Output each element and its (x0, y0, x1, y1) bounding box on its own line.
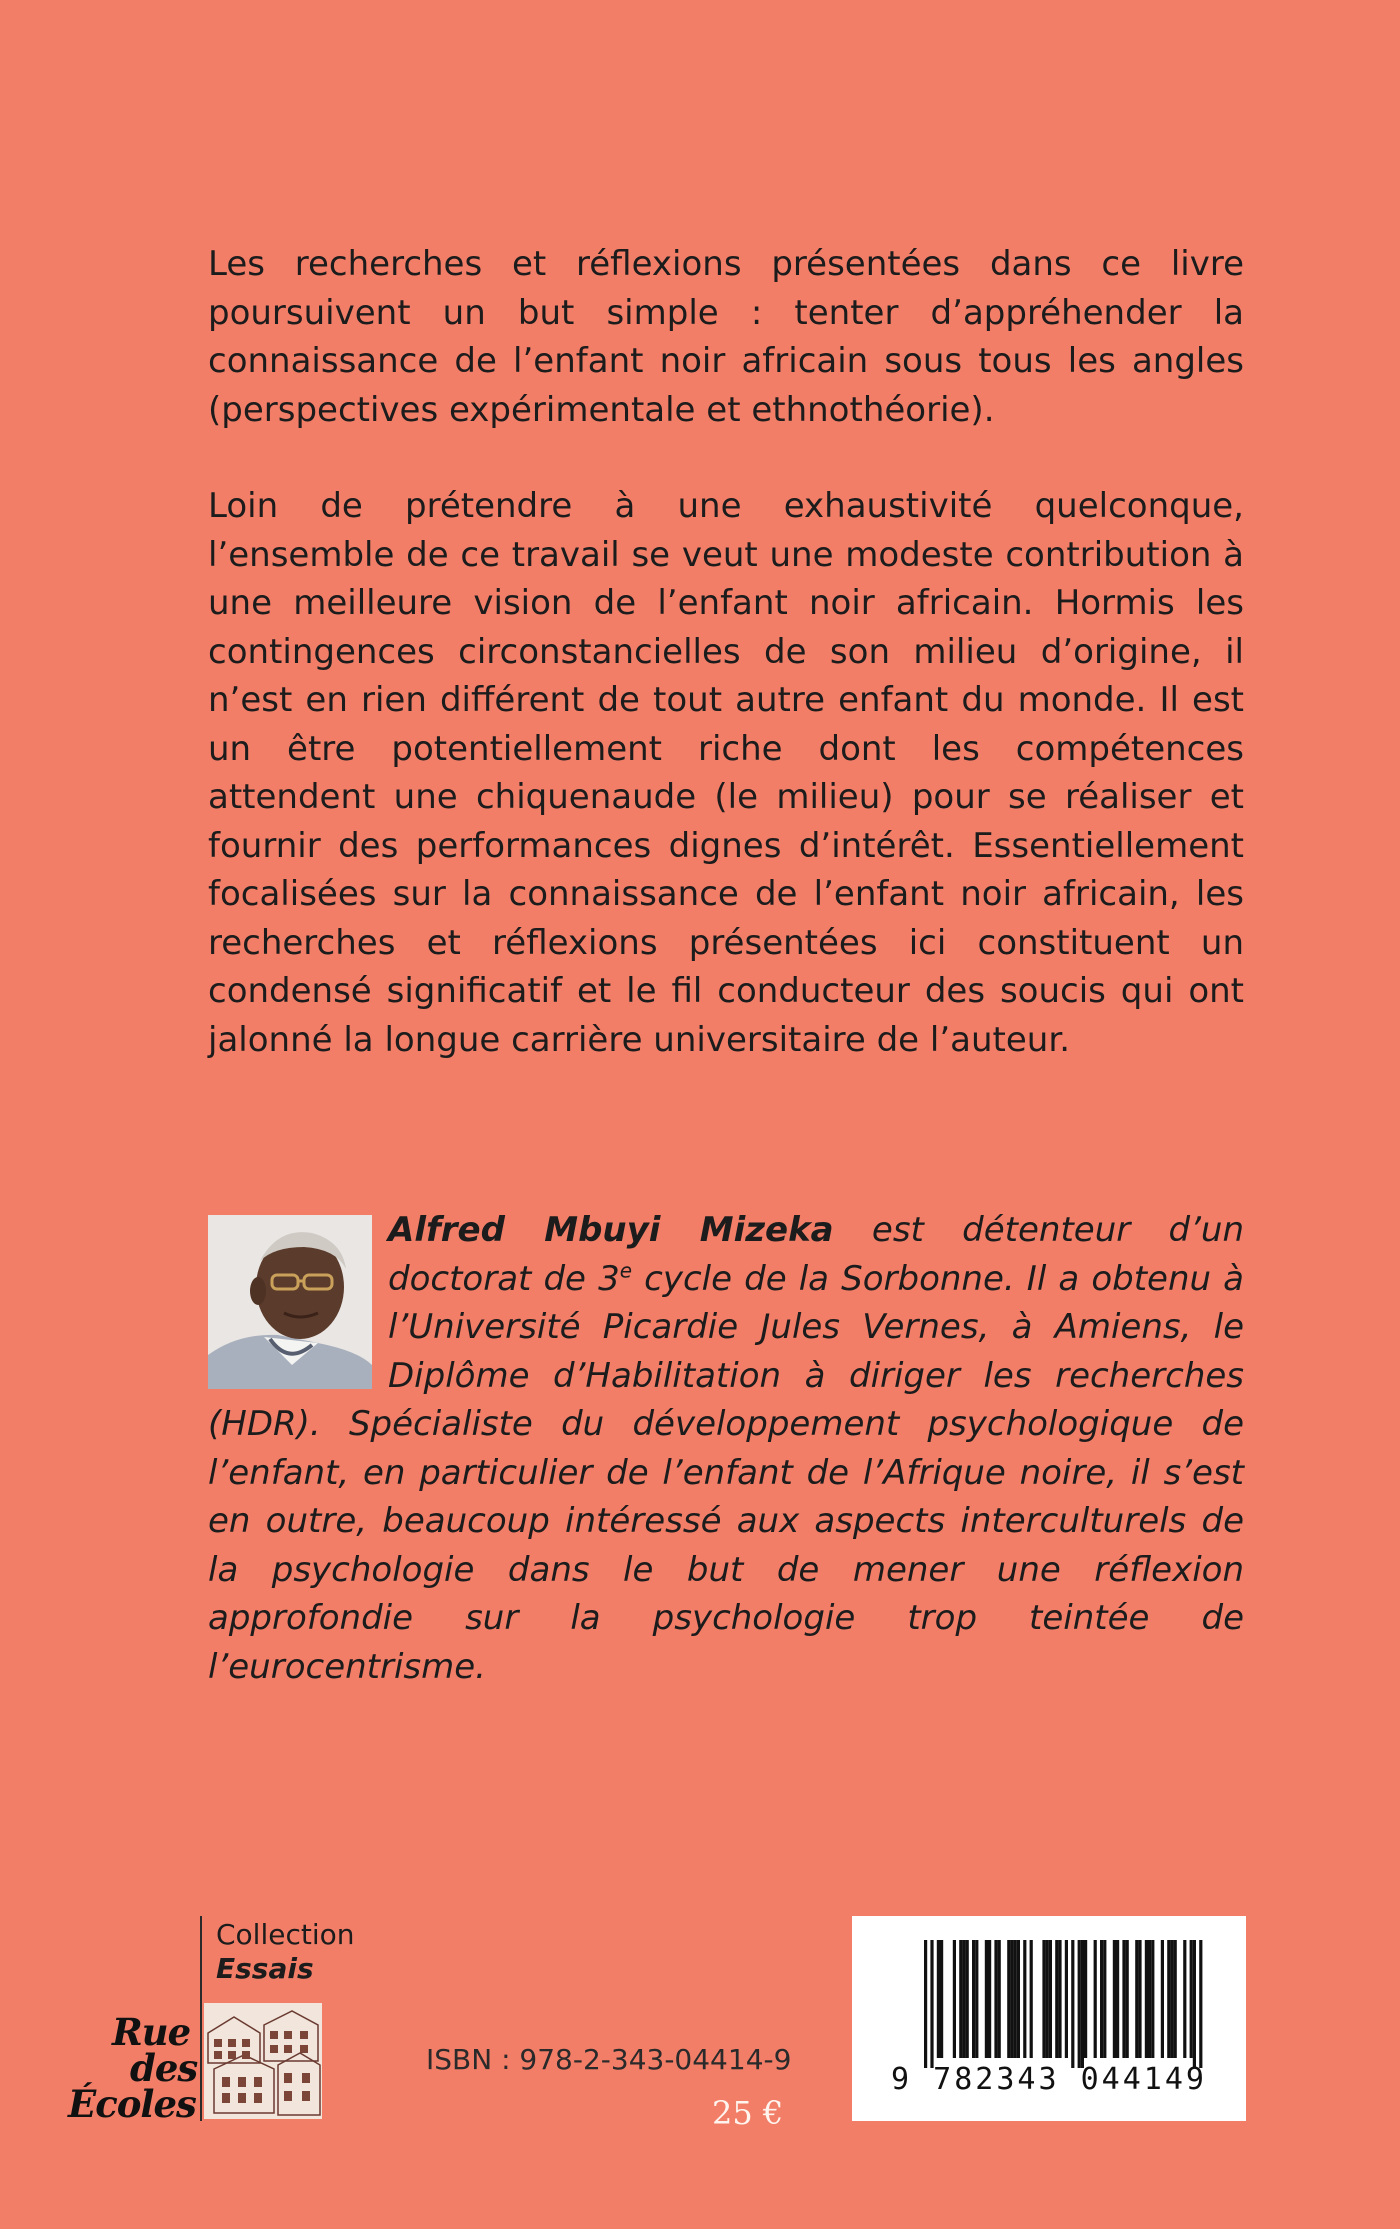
logo-word-ecoles: Écoles (68, 2082, 196, 2126)
barcode-bar (1116, 1940, 1119, 2058)
barcode-bar (1167, 1940, 1170, 2058)
barcode-bar (1174, 1940, 1177, 2058)
barcode-bar (994, 1940, 997, 2058)
barcode-bar (959, 1940, 962, 2058)
barcode-bar (962, 1940, 965, 2058)
collection-word: Collection (216, 1918, 355, 1951)
barcode-bar (972, 1940, 975, 2058)
barcode-bar (1014, 1940, 1017, 2058)
barcode-bar (1081, 1940, 1084, 2068)
publisher-logo-image (204, 2003, 322, 2119)
barcode-bar (1148, 1940, 1151, 2058)
barcode-bar (1161, 1940, 1164, 2058)
bio-superscript: e (619, 1258, 633, 1283)
barcode-bar (1138, 1940, 1141, 2058)
barcode-bar (930, 1940, 933, 2068)
barcode-bar (1190, 1940, 1193, 2058)
price: 25 € (712, 2094, 784, 2132)
barcode-bar (953, 1940, 956, 2058)
barcode-bar (1183, 1940, 1186, 2058)
barcode-bar (924, 1940, 927, 2068)
barcode-bar (1094, 1940, 1097, 2058)
barcode-bar (988, 1940, 991, 2058)
barcode-bar (1126, 1940, 1129, 2058)
barcode-bar (1030, 1940, 1033, 2058)
barcode-bar (1151, 1940, 1154, 2058)
barcode-bar (1122, 1940, 1125, 2058)
barcode-bar (1193, 1940, 1196, 2068)
isbn: ISBN : 978-2-343-04414-9 (426, 2043, 792, 2076)
barcode-bar (1135, 1940, 1138, 2058)
barcode-bar (975, 1940, 978, 2058)
barcode-bar (1199, 1940, 1202, 2068)
barcode-bar (1065, 1940, 1068, 2058)
bio-text-2: cycle de la Sorbonne. Il a obtenu à l’Université Picardie Jules Vernes, à Amiens, le Diplôme d’Habilitation à diriger les recherches (HDR). Spécialiste du développement psychologique de l’enfant, en particulier de l’enfant de l’Afrique noire, il s’est en outre, beaucoup intéressé aux aspects interculturels de la psychologie dans le but de mener une réflexion approfondie sur la psychologie trop teintée de l’eurocentrisme. (208, 1258, 1245, 1687)
barcode-bar (1100, 1940, 1103, 2058)
barcode-bar (1170, 1940, 1173, 2058)
barcode-bar (1145, 1940, 1148, 2058)
barcode-bar (1058, 1940, 1061, 2058)
barcode-bar (966, 1940, 969, 2058)
logo-divider (200, 1916, 202, 2121)
collection-label (216, 1918, 355, 1986)
barcode-bar (1113, 1940, 1116, 2058)
barcode-bar (985, 1940, 988, 2058)
barcode-digits: 9 782343 044149 (891, 2062, 1207, 2097)
description-paragraph-2: Loin de prétendre à une exhaustivité quelconque, l’ensemble de ce travail se veut une modeste contribution à une meilleure vision de l’enfant noir africain. Hormis les contingences circonstancielles de son milieu d’origine, il n’est en rien différent de tout autre enfant du monde. Il est un être potentiellement riche dont les compétences attendent une chiquenaude (le milieu) pour se réaliser et fournir des performances dignes d’intérêt. Essentiellement focalisées sur la connaissance de l’enfant noir africain, les recherches et réflexions présentées ici constituent un condensé significatif et le fil conducteur des soucis qui ont jalonné la longue carrière universitaire de l’auteur. (208, 486, 1244, 1060)
logo-word-rue: Rue (112, 2010, 191, 2054)
barcode-bar (1007, 1940, 1010, 2058)
barcode (852, 1916, 1246, 2121)
barcode-bar (1084, 1940, 1087, 2058)
collection-name: Essais (216, 1952, 314, 1985)
rooftops-illustration-icon (204, 2003, 322, 2119)
barcode-bar (937, 1940, 940, 2058)
barcode-bar (940, 1940, 943, 2058)
barcode-bar (1046, 1940, 1049, 2058)
barcode-bar (1071, 1940, 1074, 2068)
barcode-bar (1017, 1940, 1020, 2058)
description-paragraph-1: Les recherches et réflexions présentées dans ce livre poursuivent un but simple : tenter d’appréhender la connaissance de l’enfant noir africain sous tous les angles (perspectives expérimentale et ethnothéorie). (208, 244, 1244, 430)
barcode-bar (1010, 1940, 1013, 2058)
barcode-bar (1103, 1940, 1106, 2058)
barcode-bar (1078, 1940, 1081, 2068)
author-name: Alfred Mbuyi Mizeka (388, 1210, 834, 1250)
barcode-bar (998, 1940, 1001, 2058)
barcode-bar (1055, 1940, 1058, 2058)
logo-word-des: des (130, 2046, 198, 2090)
bio-text-1: est détenteur d’un doctorat de 3 (388, 1210, 1245, 1299)
barcode-bar (1042, 1940, 1045, 2058)
author-bio (208, 1206, 1244, 1691)
barcode-bar (1023, 1940, 1026, 2058)
barcode-bar (1049, 1940, 1052, 2058)
